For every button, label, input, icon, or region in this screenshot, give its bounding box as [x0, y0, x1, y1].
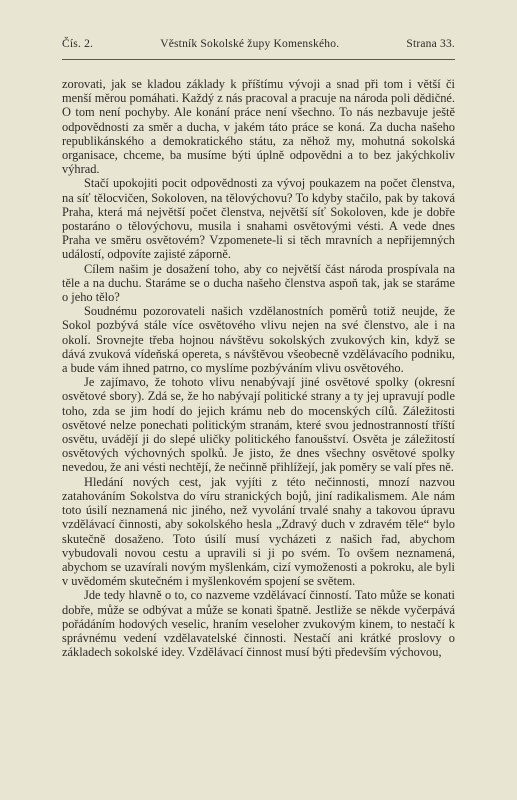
paragraph: Cílem našim je dosažení toho, aby co největší část národa prospívala na těle a na duchu. Staráme se o ducha našeho členstva aspoň tak, jak se staráme o jeho tělo? — [62, 261, 455, 305]
paragraph: Stačí upokojiti pocit odpovědnosti za vývoj poukazem na počet členstva, na síť tělocvičen, Sokoloven, na tělovýchovu? To kdyby stačilo, pak by taková Praha, která má největší počet členstva, největší síť Sokoloven, kde je dobře postaráno o tělovýchovu, musila i snahami osvětovými vésti. A vede dnes Praha ve směru osvětovém? Vzpomenete-li si těch mravních a nepřijemných událostí, odpovíte zajisté záporně. — [62, 176, 455, 262]
paragraph: Je zajímavo, že tohoto vlivu nenabývají jiné osvětové spolky (okresní osvětové sbory). Zdá se, že ho nabývají politické strany a ty jej upravují podle toho, zda se jim hodí do jejich krámu neb do mocenských cílů. Záležitosti osvětové nelze ponechati politickým stranám, které svou jednostranností tříští osvětu, uvádějí ji do slepé uličky politického fanoušství. Osvěta je záležitostí osvětových výchovných spolků. Je jisto, že dnes všechny osvětové spolky nevedou, že ani vésti nechtějí, že nečinně přihlížejí, jak poměry se valí přes ně. — [62, 375, 455, 475]
paragraph: Jde tedy hlavně o to, co nazveme vzdělávací činností. Tato může se konati dobře, může se odbývat a může se konati špatně. Jestliže se někde vyčerpává pořádáním hodových veselic, hraním veseloher zvukovým kinem, to nestačí k správnému vedení vzdělavatelské činnosti. Nestačí ani krátké proslovy o základech sokolské idey. Vzdělávací činnost musí býti především výchovou, — [62, 588, 455, 660]
issue-number: Čís. 2. — [62, 38, 94, 50]
journal-title: Věstník Sokolské župy Komenského. — [160, 38, 340, 50]
paragraph: Hledání nových cest, jak vyjíti z této nečinnosti, mnozí nazvou zatahováním Sokolstva do víru stranických bojů, jiní radikalismem. Ale nám toto úsilí neznamená nic jiného, než vyvolání trvalé snahy a takovou úpravu vzdělávací činnosti, aby sokolského hesla „Zdravý duch v zdravém těle“ bylo skutečně dosaženo. Toto úsilí musí vycházeti z našich řad, abychom vybudovali novou cestu a upravili si ji po svém. To ovšem neznamená, abychom se uzavírali novým myšlenkám, cizí vymoženosti a pokroku, ale byli v uvědomém skutečném i myšlenkovém spojení se světem. — [62, 474, 455, 589]
page-number: Strana 33. — [406, 38, 455, 50]
page-header — [62, 38, 455, 50]
paragraph: zorovati, jak se kladou základy k příštímu vývoji a snad při tom i větší či menší měrou pomáhati. Každý z nás pracoval a pracuje na národa poli dědičné. O tom není pochyby. Ale konání práce není všechno. To nás nezbavuje ještě odpovědnosti za směr a ducha, v jakém táto práce se koná. Za ducha našeho republikánského a demokratického státu, za něhož my, mohutná sokolská organisace, chceme, ba musíme býti úplně odpovědni a to bez jakýchkoliv výhrad. — [62, 77, 455, 177]
paragraph: Soudnému pozorovateli našich vzdělanostních poměrů totiž neujde, že Sokol pozbývá stále více osvětového vlivu nejen na své členstvo, ale i na okolí. Srovnejte třeba hojnou návštěvu sokolských zvukových kin, když se dává zvuková vídeňská opereta, s návštěvou všeobecně vzdělávacího podniku, a bude vám ihned patrno, co myslíme pozbýváním vlivu osvětového. — [62, 304, 455, 376]
header-divider — [62, 59, 455, 60]
article-body — [62, 77, 455, 659]
